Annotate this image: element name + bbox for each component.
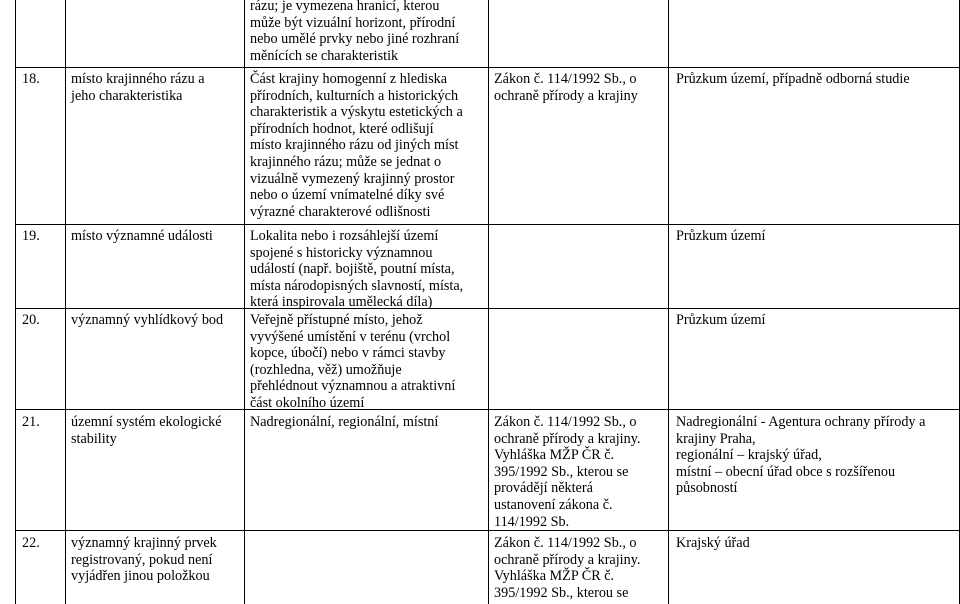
text-line: Lokalita nebo i rozsáhlejší území xyxy=(250,228,439,244)
text-line: ochraně přírody a krajiny. xyxy=(494,551,641,568)
legislation-cell xyxy=(494,535,664,601)
row-divider xyxy=(15,530,960,531)
text-line: krajinného rázu; může se jednat o xyxy=(250,153,442,170)
table-border-left xyxy=(15,0,16,604)
text-line: místo krajinného rázu a xyxy=(71,71,205,87)
text-line: regionální – krajský úřad, xyxy=(676,447,822,464)
text-line: Zákon č. 114/1992 Sb., o xyxy=(494,535,637,551)
text-line: Vyhláška MŽP ČR č. xyxy=(494,447,615,464)
source-cell xyxy=(676,535,952,552)
item-name-cell xyxy=(71,535,241,585)
legislation-cell xyxy=(494,71,664,104)
item-name-cell xyxy=(71,71,241,104)
text-line: přírodních, kulturních a historických xyxy=(250,87,459,104)
text-line: kopce, úbočí) nebo v rámci stavby xyxy=(250,345,446,362)
text-line: výrazné charakterové odlišnosti xyxy=(250,203,431,220)
text-line: spojené s historicky významnou xyxy=(250,244,433,261)
definition-cell xyxy=(250,228,486,311)
text-line: územní systém ekologické xyxy=(71,414,222,430)
row-divider xyxy=(15,224,960,225)
text-line: působností xyxy=(676,480,738,497)
text-line: charakteristik a výskytu estetických a xyxy=(250,104,463,121)
column-divider xyxy=(65,0,66,604)
text-line: místa národopisných slavností, místa, xyxy=(250,277,464,294)
text-line: která inspirovala umělecká díla) xyxy=(250,294,433,311)
text-line: měnících se charakteristik xyxy=(250,47,399,64)
text-line: událostí (např. bojiště, poutní místa, xyxy=(250,261,455,278)
text-line: ochraně přírody a krajiny. xyxy=(494,430,641,447)
text-line: stability xyxy=(71,430,117,447)
row-divider xyxy=(15,409,960,410)
definition-cell xyxy=(250,414,486,431)
column-divider xyxy=(244,0,245,604)
text-line: registrovaný, pokud není xyxy=(71,551,213,568)
text-line: ochraně přírody a krajiny xyxy=(494,87,638,104)
text-line: nebo umělé prvky nebo jiné rozhraní xyxy=(250,31,460,48)
text-line: Krajský úřad xyxy=(676,535,750,551)
text-line: vyvýšené umístění v terénu (vrchol xyxy=(250,328,451,345)
text-line: Průzkum území, případně odborná studie xyxy=(676,71,910,87)
text-line: Zákon č. 114/1992 Sb., o xyxy=(494,71,637,87)
text-line: krajiny Praha, xyxy=(676,430,756,447)
row-divider xyxy=(15,67,960,68)
text-line: může být vizuální horizont, přírodní xyxy=(250,14,456,31)
text-line: významný krajinný prvek xyxy=(71,535,217,551)
text-line: 114/1992 Sb. xyxy=(494,513,570,530)
source-cell xyxy=(676,228,952,245)
text-line: ustanovení zákona č. xyxy=(494,496,613,513)
text-line: Nadregionální - Agentura ochrany přírody a xyxy=(676,414,926,430)
row-number: 20. xyxy=(22,312,40,328)
source-cell xyxy=(676,414,952,497)
text-line: místo krajinného rázu od jiných míst xyxy=(250,137,459,154)
item-name-cell xyxy=(71,414,241,447)
column-divider xyxy=(488,0,489,604)
row-number: 22. xyxy=(22,535,40,551)
text-line: přehlédnout významnou a atraktivní xyxy=(250,378,456,395)
definition-cell xyxy=(250,312,486,412)
text-line: jeho charakteristika xyxy=(71,87,183,104)
text-line: 395/1992 Sb., kterou se xyxy=(494,584,629,601)
text-line: Průzkum území xyxy=(676,312,766,328)
text-line: významný vyhlídkový bod xyxy=(71,312,224,328)
legislation-cell xyxy=(494,414,664,530)
item-name-cell xyxy=(71,228,241,245)
text-line: rázu; je vymezena hranicí, kterou xyxy=(250,0,440,14)
row-divider xyxy=(15,308,960,309)
text-line: místní – obecní úřad obce s rozšířenou xyxy=(676,463,896,480)
column-divider xyxy=(668,0,669,604)
text-line: Část krajiny homogenní z hlediska xyxy=(250,71,448,87)
text-line: vizuálně vymezený krajinný prostor xyxy=(250,170,455,187)
text-line: provádějí některá xyxy=(494,480,593,497)
text-line: Nadregionální, regionální, místní xyxy=(250,414,439,430)
text-line: vyjádřen jinou položkou xyxy=(71,568,210,585)
text-line: (rozhledna, věž) umožňuje xyxy=(250,361,402,378)
row-number: 21. xyxy=(22,414,40,430)
text-line: místo významné události xyxy=(71,228,213,244)
item-name-cell xyxy=(71,312,241,329)
definition-cell xyxy=(250,71,486,220)
source-cell xyxy=(676,71,952,88)
row-number: 18. xyxy=(22,71,40,87)
text-line: Vyhláška MŽP ČR č. xyxy=(494,568,615,585)
definition-cell xyxy=(250,0,486,64)
text-line: Průzkum území xyxy=(676,228,766,244)
text-line: přírodních hodnot, které odlišují xyxy=(250,120,434,137)
text-line: část okolního území xyxy=(250,394,365,411)
text-line: Veřejně přístupné místo, jehož xyxy=(250,312,423,328)
row-number: 19. xyxy=(22,228,40,244)
text-line: 395/1992 Sb., kterou se xyxy=(494,463,629,480)
source-cell xyxy=(676,312,952,329)
text-line: nebo o území vnímatelné díky své xyxy=(250,187,445,204)
text-line: Zákon č. 114/1992 Sb., o xyxy=(494,414,637,430)
